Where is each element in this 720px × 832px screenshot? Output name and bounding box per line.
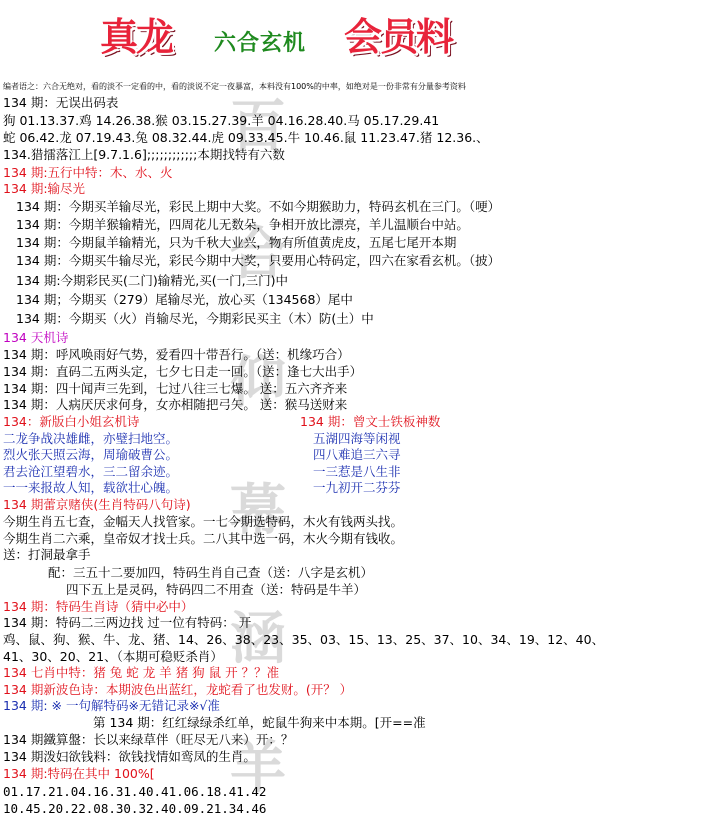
text-line: 四下五上是灵码，特码四二不用查（送：特码是牛羊） (66, 582, 367, 597)
text-line: 134 期：今期羊猴输精光，四周花儿无数朵，争相开放比漂亮，羊儿温顺台中站。 (16, 217, 469, 232)
poem-line: 君去沧江望碧水，三二留余迹。 (3, 464, 179, 479)
watermark-char: 合 (230, 221, 286, 288)
watermark-char: 仰 (230, 349, 286, 416)
section-heading: 134 七肖中特：猪 兔 蛇 龙 羊 猪 狗 鼠 开 ？？准 (3, 665, 280, 680)
text-line: 狗 01.13.37.鸡 14.26.38.猴 03.15.27.39.羊 04.16.28.40.马 05.17.29.41 (3, 113, 440, 128)
section-heading: 134 期：特码生肖诗（猜中必中） (3, 599, 194, 614)
section-heading: 134：新版白小姐玄机诗 (3, 414, 140, 429)
poem-line: 五湖四海等闲视 (313, 431, 401, 446)
watermark-char: 羊 (230, 734, 286, 801)
watermark-char: 百 (230, 93, 286, 160)
text-line: 134 期：今期买（火）肖输尽光，今期彩民买主（木）防(土）中 (16, 311, 374, 326)
text-line: 134 期：特码二三两边找 过一位有特码： 开 (3, 615, 252, 630)
text-line: 134 期鐵算盤：长以来绿草伴（旺尽无八来）开：？ (3, 732, 294, 747)
poem-line: 四八难追三六寻 (313, 447, 401, 462)
text-line: 第 134 期：红红绿绿杀红单，蛇鼠牛狗来中本期。[开==准 (93, 715, 426, 730)
text-line: 蛇 06.42.龙 07.19.43.兔 08.32.44.虎 09.33.45.牛 10.46.鼠 11.23.47.猪 12.36.、 (3, 130, 489, 145)
watermark-char: 幕 (230, 478, 286, 545)
section-heading: 134 期蕾京赌侠(生肖特码八句诗) (3, 497, 191, 512)
poem-line: 一九初开二芬芬 (313, 480, 401, 495)
watermark-char: 涵 (230, 606, 286, 673)
header-title-middle: 六合玄机 (214, 30, 307, 56)
text-line: 134 期：无误出码表 (3, 95, 119, 110)
section-heading: 134 期:五行中特：木、水、火 (3, 165, 173, 180)
text-line: 134 期：今期鼠羊输精光，只为千秋大业兴，物有所值黄虎皮，五尾七尾开本期 (16, 235, 457, 250)
section-heading: 134 期: ※ 一句解特码※无错记录※√准 (3, 698, 220, 713)
disclaimer: 编者语之：六合无绝对，看的淡不一定看的中，看的淡说不定一夜暴富，本料没有100%的中率，如绝对是一份非常有分量参考资料 (3, 82, 466, 91)
text-line: 134 期；今期买（279）尾输尽光，放心买（134568）尾中 (16, 292, 353, 307)
section-heading: 134 天机诗 (3, 330, 69, 345)
text-line: 134 期：今期买牛输尽光，彩民今期中大奖，只要用心特码定，四六在家看玄机。（披） (16, 253, 501, 268)
text-line: 配：三五十二要加四，特码生肖自己查（送：八字是玄机） (48, 565, 374, 580)
poem-line: 烈火张天照云海，周瑜破曹公。 (3, 447, 179, 462)
section-heading: 134 期:输尽光 (3, 181, 86, 196)
text-line: 134.猎擂落江上[9.7.1.6];;;;;;;;;;;;本期找特有六数 (3, 147, 285, 162)
text-line: 今期生肖二六乘，皇帝奴才找士兵。二八其中选一码，木火今期有钱收。 (3, 531, 404, 546)
text-line: 134 期：呼风唤雨好气势，爱看四十带吾行。（送：机缘巧合） (3, 347, 350, 362)
text-line: 134 期：今期买羊输尽光，彩民上期中大奖。不如今期猴助力，特码玄机在三门。（哽） (16, 199, 501, 214)
text-line: 134 期:今期彩民买(二门)输精光,买(一门,三门)中 (16, 273, 288, 288)
text-line: 134 期泼妇欲钱料：欲钱找情如鸾凤的生肖。 (3, 749, 256, 764)
text-line: 鸡、鼠、狗、猴、牛、龙、猪、14、26、38、23、35、03、15、13、25、37、10、34、19、12、40、 (3, 632, 605, 647)
text-line: 134 期：直码二五两头定，七夕七日走一回。（送：逢七大出手） (3, 364, 363, 379)
header-title-left: 真龙 (100, 14, 173, 59)
header-title-right: 会员料 (344, 14, 453, 59)
text-line: 134 期：四十闻声三先到，七过八往三七爆。 送：五六齐齐来 (3, 381, 348, 396)
poem-line: 一一来报故人知，载欲壮心魄。 (3, 480, 179, 495)
section-heading: 134 期：曾文士铁板神数 (300, 414, 441, 429)
number-line: 10.45.20.22.08.30.32.40.09.21.34.46 (3, 801, 267, 816)
page-header (100, 0, 520, 70)
text-line: 134 期：人病厌厌求何身，女亦相随把弓矢。 送：猴马送财来 (3, 397, 348, 412)
text-line: 41、30、20、21、（本期可稳贬杀肖） (3, 649, 223, 664)
section-heading: 134 期新波色诗：本期波色出蓝红，龙蛇看了也发财。(开？ ） (3, 682, 353, 697)
poem-line: 二龙争战决雄雌，亦璧扫地空。 (3, 431, 179, 446)
number-line: 01.17.21.04.16.31.40.41.06.18.41.42 (3, 784, 267, 799)
text-line: 今期生肖五七查，金幅天人找管家。一七今期选特码，木火有钱两头找。 (3, 514, 404, 529)
poem-line: 一三惹是八生非 (313, 464, 401, 479)
text-line: 送：打洞最拿手 (3, 547, 91, 562)
section-heading: 134 期:特码在其中 100%[ (3, 766, 155, 781)
